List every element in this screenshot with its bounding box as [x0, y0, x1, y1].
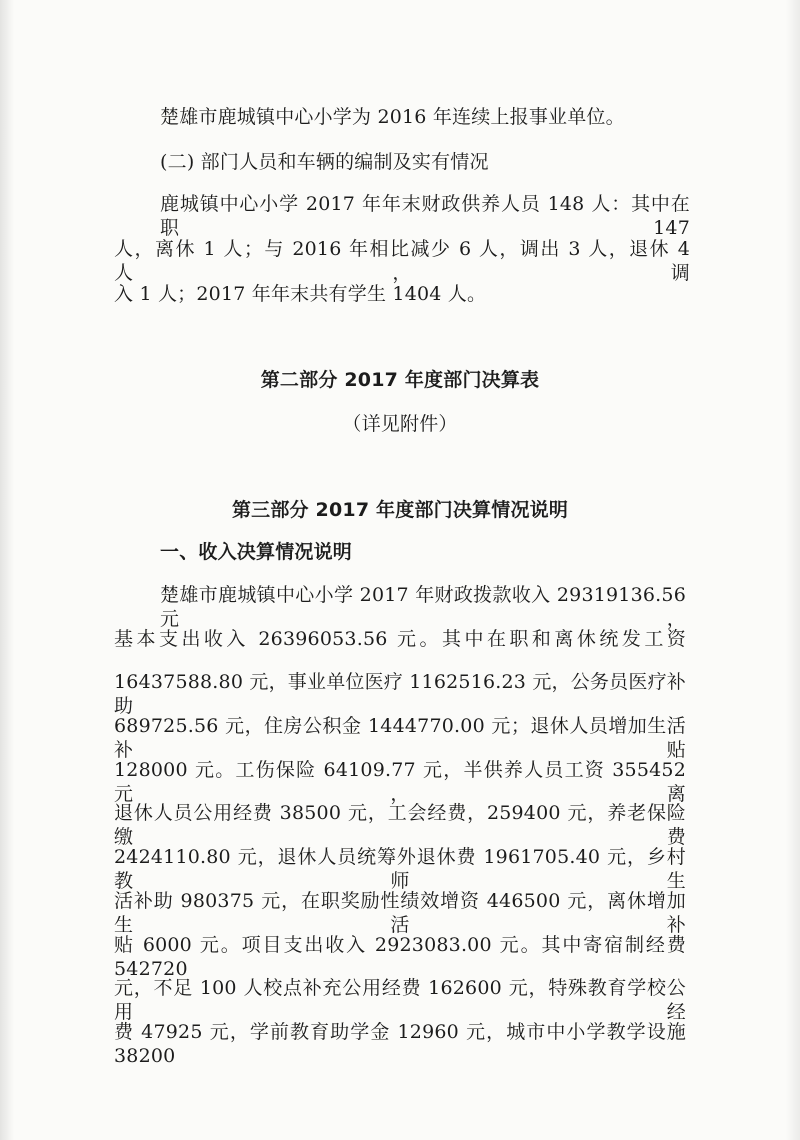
paragraph-line: 入 1 人；2017 年年末共有学生 1404 人。: [114, 283, 487, 305]
body-line: 128000 元。工伤保险 64109.77 元，半供养人员工资 355452 元，离: [114, 759, 686, 805]
body-line: 689725.56 元，住房公积金 1444770.00 元；退休人员增加生活补贴: [114, 715, 686, 761]
body-line: 贴 6000 元。项目支出收入 2923083.00 元。其中寄宿制经费 542720: [114, 934, 686, 980]
paragraph-line: 人，离休 1 人；与 2016 年相比减少 6 人，调出 3 人，退休 4 人，调: [114, 238, 690, 284]
body-line: 费 47925 元，学前教育助学金 12960 元，城市中小学教学设施 38200: [114, 1021, 686, 1067]
section1-title: 一、收入决算情况说明: [160, 541, 353, 563]
body-line: 退休人员公用经费 38500 元，工会经费，259400 元，养老保险缴费: [114, 802, 686, 848]
body-line: 活补助 980375 元，在职奖励性绩效增资 446500 元，离休增加生活补: [114, 890, 686, 936]
page-edge-shadow: [0, 0, 14, 1140]
body-line: 基本支出收入 26396053.56 元。其中在职和离休统发工资: [114, 628, 686, 650]
part2-note: （详见附件）: [342, 413, 458, 435]
part3-title: 第三部分 2017 年度部门决算情况说明: [231, 499, 569, 521]
paragraph-line: 鹿城镇中心小学 2017 年年末财政供养人员 148 人：其中在职 147: [160, 193, 690, 239]
subsection-heading: (二) 部门人员和车辆的编制及实有情况: [160, 151, 489, 173]
body-line: 楚雄市鹿城镇中心小学 2017 年财政拨款收入 29319136.56 元，: [160, 584, 686, 630]
part2-title: 第二部分 2017 年度部门决算表: [260, 369, 540, 391]
body-line: 16437588.80 元，事业单位医疗 1162516.23 元，公务员医疗补助: [114, 671, 686, 717]
body-line: 元，不足 100 人校点补充公用经费 162600 元，特殊教育学校公用经: [114, 977, 686, 1023]
paragraph-line: 楚雄市鹿城镇中心小学为 2016 年连续上报事业单位。: [160, 106, 625, 128]
page-edge-shadow: [786, 0, 800, 1140]
body-line: 2424110.80 元，退休人员统筹外退休费 1961705.40 元，乡村教师生: [114, 846, 686, 892]
